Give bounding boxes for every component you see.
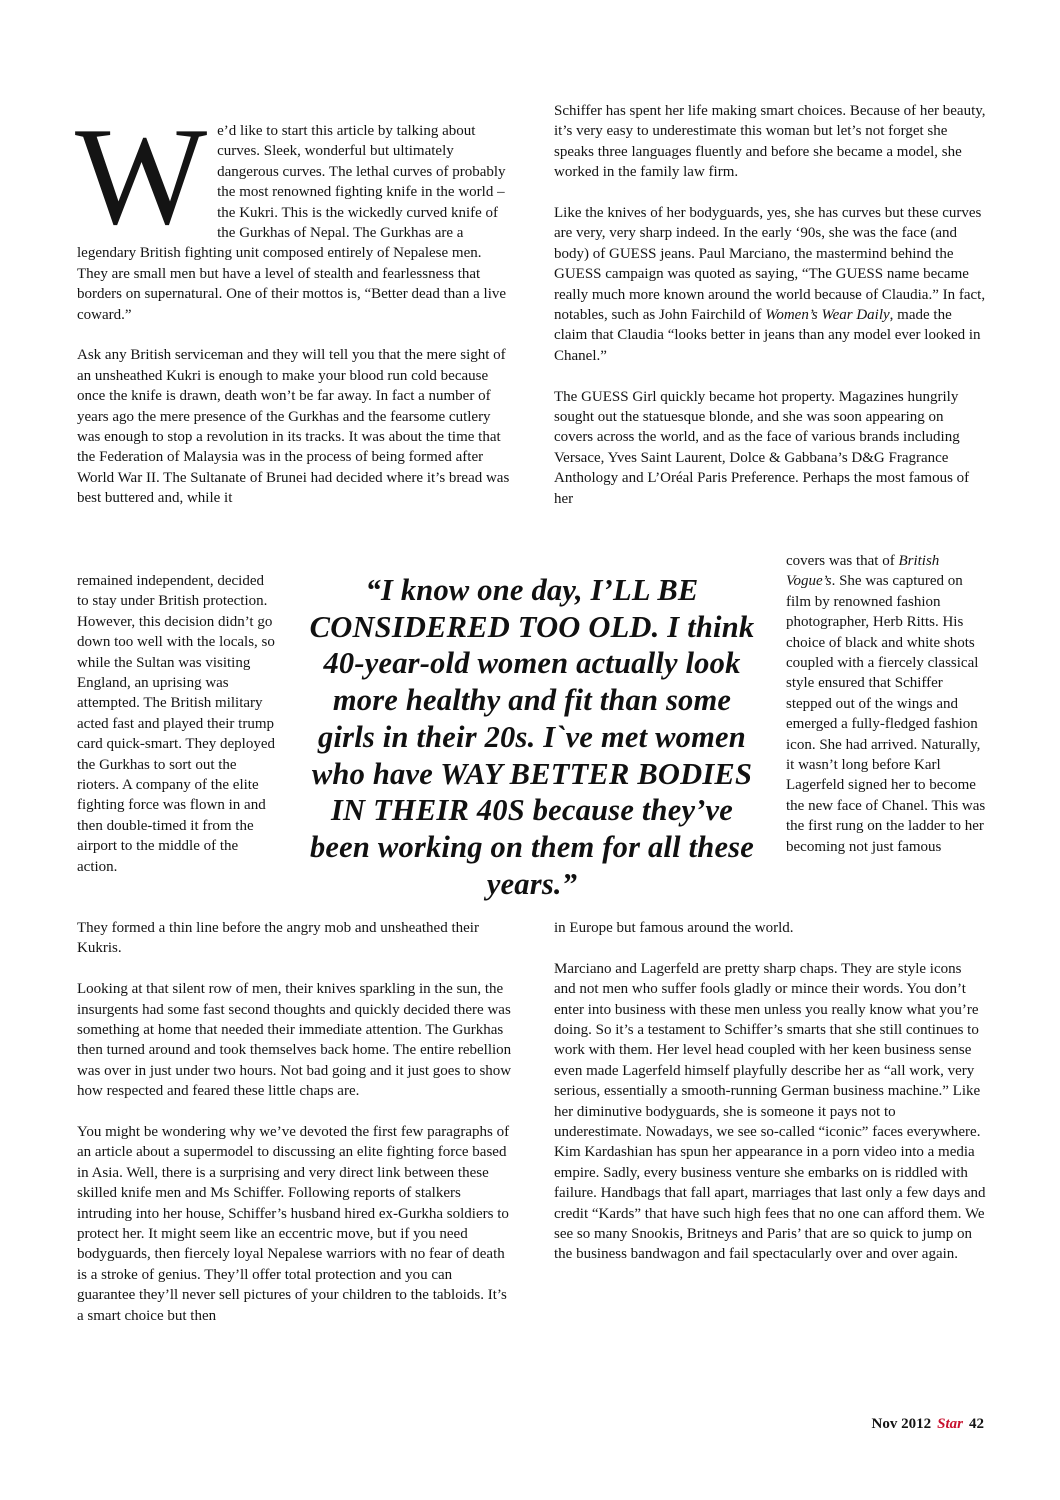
intro-paragraph [75,99,513,325]
pull-quote: “I know one day, I’LL BE CONSIDERED TOO OLD. I think 40-year-old women actually look more healthy and fit than some girls in their 20s. I`ve met women who have WAY BETTER BODIES IN THEIR 40S because they’ve been working on them for all these years.” [309,573,755,901]
page-footer [872,1416,984,1433]
right-column-top [554,101,986,509]
paragraph-guess-jeans [554,203,986,366]
right-column-narrow [786,551,986,857]
right-column-bottom [554,918,986,1265]
paragraph-silent-row: Looking at that silent row of men, their knives sparkling in the sun, the insurgents had some fast second thoughts and quickly decided there was something at home that needed their immediate attention. The Gurkhas then turned around and took themselves back home. The entire rebellion was over in just under two hours. Not bad going and it just goes to show how respected and feared these little chaps are. [77,981,512,1100]
issue-date: Nov 2012 [871,1416,932,1432]
left-column-narrow [77,571,277,877]
paragraph-smart-choices: Schiffer has spent her life making smart choices. Because of her beauty, it’s very easy to underestimate this woman but let’s not forget she speaks three languages fluently and before she became a model, she worked in the family law firm. [554,103,986,181]
left-column-bottom [77,918,513,1326]
paragraph-bodyguards: You might be wondering why we’ve devoted the first few paragraphs of an article about a supermodel to discussing an elite fighting force based in Asia. Well, there is a surprising and very direct link between these skilled knife men and Ms Schiffer. Following reports of stalkers intruding into her house, Schiffer’s husband hired ex-Gurkha soldiers to protect her. It might seem like an eccentric move, but if you need bodyguards, then fiercely loyal Nepalese warriors with no fear of death is a stroke of genius. They’ll offer total protection and you can guarantee they’ll never sell pictures of your children to the tabloids. It’s a smart choice but then [77,1124,510,1324]
paragraph-vogue [786,551,986,857]
vogue-text-a: covers was that of [786,553,899,569]
guess-text-b: , made the claim that Claudia “looks better in jeans than any model ever looked in Chanel.” [554,307,981,364]
paragraph-brunei-end: They formed a thin line before the angry mob and unsheathed their Kukris. [77,920,479,957]
intro-text: e’d like to start this article by talking about curves. Sleek, wonderful but ultimately dangerous curves. The lethal curves of probably the most renowned fighting knife in the world – the Kukri. This is the wickedly curved knife of the Gurkhas of Nepal. The Gurkhas are a legendary British fighting unit composed entirely of Nepalese men. They are small men but have a level of stealth and fearlessness that borders on supernatural. One of their mottos is, “Better dead than a live coward.” [77,123,507,323]
vogue-text-b: . She was captured on film by renowned fashion photographer, Herb Ritts. His choice of black and white shots coupled with a fiercely classical style ensured that Schiffer stepped out of the wings and emerged a fully-fledged fashion icon. She had arrived. Naturally, it wasn’t long before Karl Lagerfeld signed her to become the new face of Chanel. This was the first rung on the ladder to her becoming not just famous [786,573,986,855]
paragraph-brunei: Ask any British serviceman and they will tell you that the mere sight of an unsheathed Kukri is enough to make your blood run cold because once the knife is drawn, death won’t be far away. In fact a number of years ago the mere presence of the Gurkhas and the fearsome cutlery was enough to stop a revolution in its tracks. It was about the time that the Federation of Malaysia was in the process of being formed after World War II. The Sultanate of Brunei had decided where it’s bread was best buttered and, while it [77,347,510,507]
publication-name: Women’s Wear Daily [765,307,890,324]
magazine-brand: Star [937,1416,963,1432]
drop-cap: W [75,99,208,254]
left-column-top [75,99,513,509]
page-number: 42 [969,1416,984,1432]
paragraph-guess-girl-end: in Europe but famous around the world. [554,920,794,936]
paragraph-sharp-chaps: Marciano and Lagerfeld are pretty sharp chaps. They are style icons and not men who suffer fools gladly or mince their words. You don’t enter into business with these men unless you really know what you’re doing. So it’s a testament to Schiffer’s smarts that she still continues to work with them. Her level head coupled with her keen business sense even made Lagerfeld himself playfully describe her as “all work, very serious, essentially a smooth-running German business machine.” Like her diminutive bodyguards, she is someone it pays not to underestimate. Nowadays, we see so-called “iconic” faces everywhere. Kim Kardashian has spun her appearance in a porn video into a media empire. Sadly, every business venture she embarks on is riddled with failure. Handbags that fall apart, marriages that last only a few days and credit “Kards” that have such high fees that no one can afford them. We see so many Snookis, Britneys and Paris’ that are so quick to jump on the business bandwagon and fail spectacularly over and over again. [554,960,986,1263]
magazine-name: British Vogue’s [786,553,940,590]
paragraph-brunei-continued: remained independent, decided to stay under British protection. However, this decision didn’t go down too well with the locals, so while the Sultan was visiting England, an uprising was attempted. The British military acted fast and played their trump card quick-smart. They deployed the Gurkhas to sort out the rioters. A company of the elite fighting force was flown in and then double-timed it from the airport to the middle of the action. [77,573,275,875]
paragraph-guess-girl: The GUESS Girl quickly became hot property. Magazines hungrily sought out the statuesque blonde, and she was soon appearing on covers across the world, and as the face of various brands including Versace, Yves Saint Laurent, Dolce & Gabbana’s D&G Fragrance Anthology and L’Oréal Paris Preference. Perhaps the most famous of her [554,388,970,507]
guess-text-a: Like the knives of her bodyguards, yes, she has curves but these curves are very, very sharp indeed. In the early ‘90s, she was the face (and body) of GUESS jeans. Paul Marciano, the mastermind behind the GUESS campaign was quoted as saying, “The GUESS name became really much more known around the world because of Claudia.” In fact, notables, such as John Fairchild of [554,205,986,324]
